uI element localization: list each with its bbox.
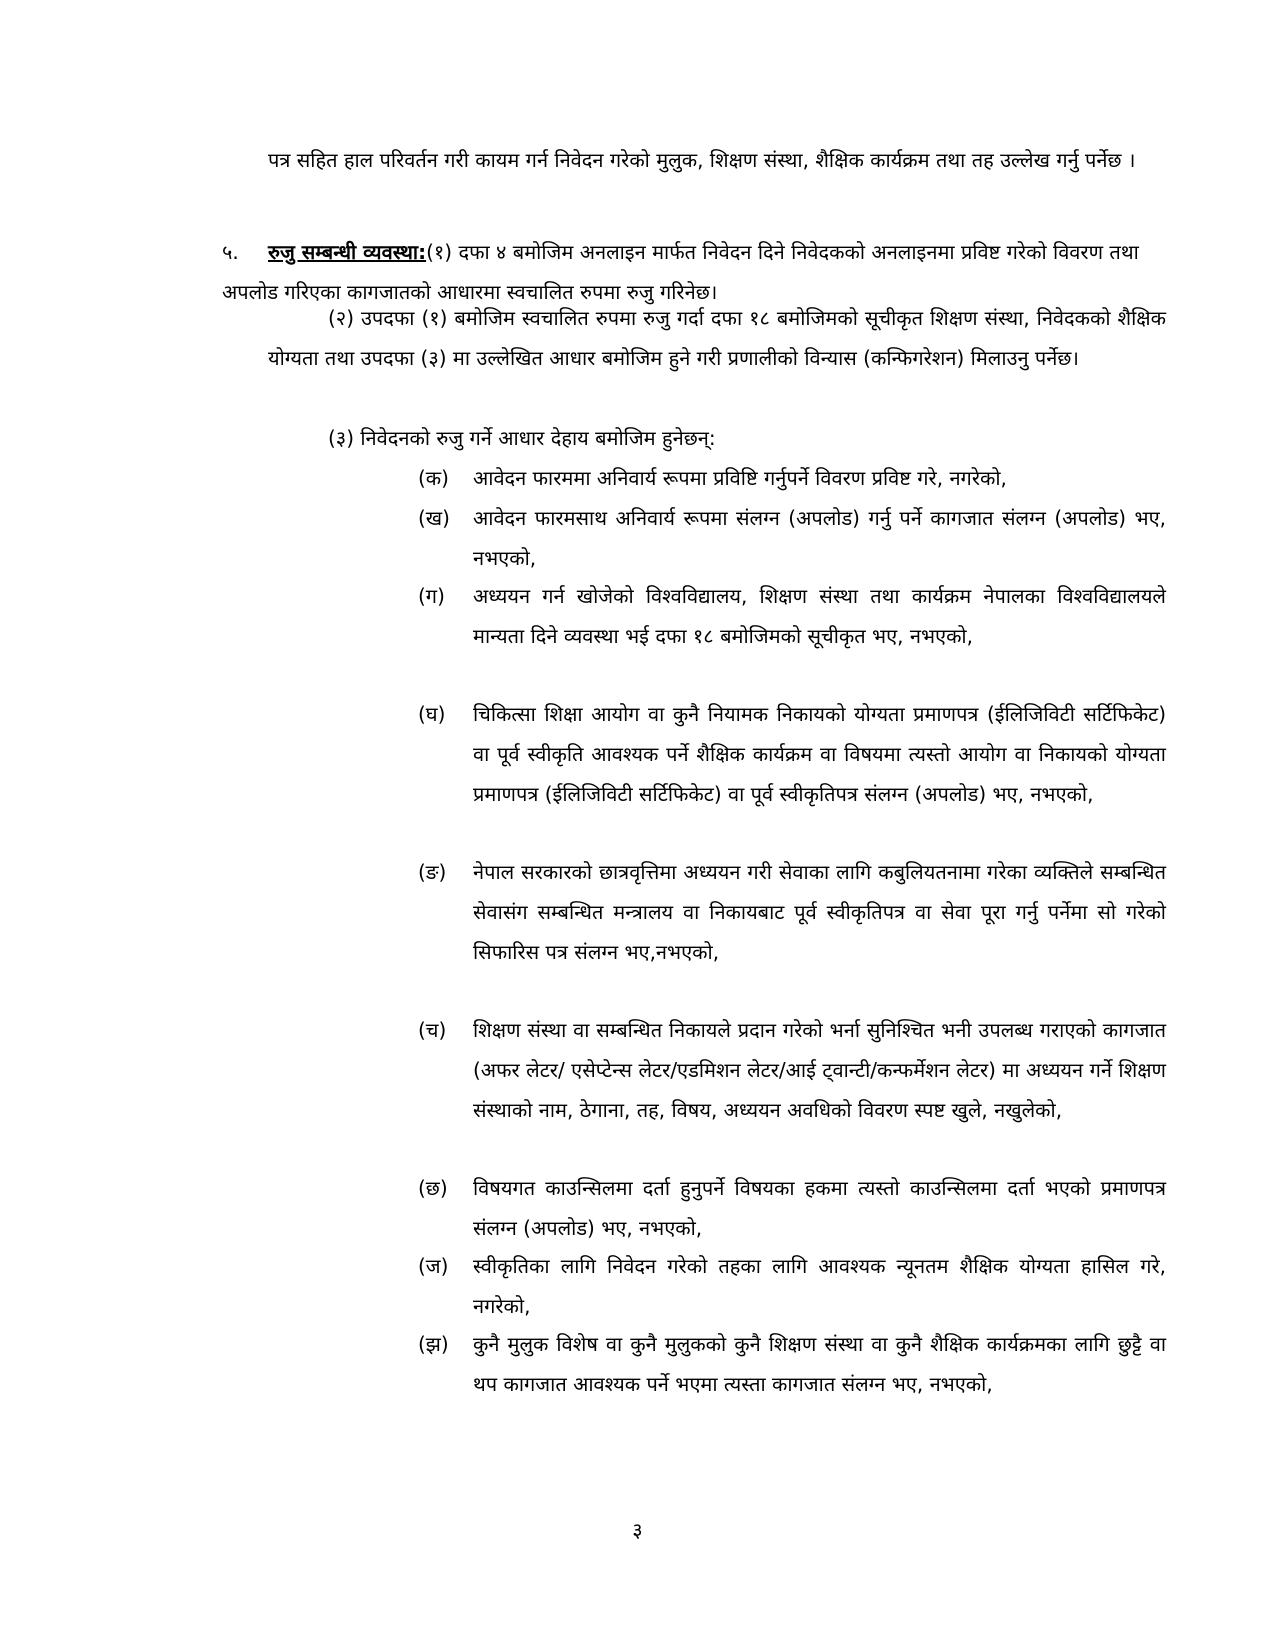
criteria-item-ga — [418, 576, 1166, 656]
criteria-item-chha — [418, 1168, 1166, 1248]
criteria-label: (ख) — [418, 506, 450, 530]
subsection-2: (२) उपदफा (१) बमोजिम स्वचालित रुपमा रुजु गर्दा दफा १८ बमोजिमको सूचीकृत शिक्षण संस्था, निवेदकको शैक्षिक योग्यता तथा उपदफा (३) मा उल्लेखित आधार बमोजिम हुने गरी प्रणालीको विन्यास (कन्फिगरेशन) मिलाउनु पर्नेछ। — [268, 306, 1166, 370]
page-number: ३ — [632, 1518, 643, 1542]
criteria-item-kha — [418, 498, 1166, 578]
criteria-text: शिक्षण संस्था वा सम्बन्धित निकायले प्रदान गरेको भर्ना सुनिश्चित भनी उपलब्ध गराएको कागजात (अफर लेटर/ एसेप्टेन्स लेटर/एडमिशन लेटर/आई ट्वान्टी/कन्फर्मेशन लेटर) मा अध्ययन गर्ने शिक्षण संस्थाको नाम, ठेगाना, तह, विषय, अध्ययन अवधिको विवरण स्पष्ट खुले, नखुलेको, — [473, 1018, 1166, 1122]
criteria-text: आवेदन फारमसाथ अनिवार्य रूपमा संलग्न (अपलोड) गर्नु पर्ने कागजात संलग्न (अपलोड) भए, नभएको, — [473, 506, 1166, 570]
top-paragraph: पत्र सहित हाल परिवर्तन गरी कायम गर्न निवेदन गरेको मुलुक, शिक्षण संस्था, शैक्षिक कार्यक्रम तथा तह उल्लेख गर्नु पर्नेछ । — [268, 148, 1136, 172]
criteria-label: (घ) — [418, 702, 446, 726]
criteria-text: विषयगत काउन्सिलमा दर्ता हुनुपर्ने विषयका हकमा त्यस्तो काउन्सिलमा दर्ता भएको प्रमाणपत्र संलग्न (अपलोड) भए, नभएको, — [473, 1176, 1166, 1240]
criteria-text: नेपाल सरकारको छात्रवृत्तिमा अध्ययन गरी सेवाका लागि कबुलियतनामा गरेका व्यक्तिले सम्बन्धित सेवासंग सम्बन्धित मन्त्रालय वा निकायबाट पूर्व स्वीकृतिपत्र वा सेवा पूरा गर्नु पर्नेमा सो गरेको सिफारिस पत्र संलग्न भए,नभएको, — [473, 860, 1166, 964]
criteria-item-ja — [418, 1246, 1166, 1326]
subsection-3: (३) निवेदनको रुजु गर्ने आधार देहाय बमोजिम हुनेछन्: — [328, 426, 716, 450]
criteria-label: (ज) — [418, 1254, 449, 1278]
section-title: रुजु सम्बन्धी व्यवस्था: — [268, 240, 427, 264]
criteria-text: स्वीकृतिका लागि निवेदन गरेको तहका लागि आवश्यक न्यूनतम शैक्षिक योग्यता हासिल गरे, नगरेको, — [473, 1254, 1166, 1318]
criteria-item-nga — [418, 852, 1166, 972]
criteria-label: (च) — [418, 1018, 447, 1042]
criteria-item-ka — [418, 458, 1166, 498]
criteria-item-gha — [418, 694, 1166, 814]
criteria-label: (क) — [418, 466, 449, 490]
section-number: ५. — [222, 240, 239, 264]
criteria-text: कुनै मुलुक विशेष वा कुनै मुलुकको कुनै शिक्षण संस्था वा कुनै शैक्षिक कार्यक्रमका लागि छुट्टै वा थप कागजात आवश्यक पर्ने भएमा त्यस्ता कागजात संलग्न भए, नभएको, — [473, 1332, 1166, 1396]
criteria-text: अध्ययन गर्न खोजेको विश्वविद्यालय, शिक्षण संस्था तथा कार्यक्रम नेपालका विश्वविद्यालयले मान्यता दिने व्यवस्था भई दफा १८ बमोजिमको सूचीकृत भए, नभएको, — [473, 584, 1166, 648]
criteria-text: चिकित्सा शिक्षा आयोग वा कुनै नियामक निकायको योग्यता प्रमाणपत्र (ईलिजिविटी सर्टिफिकेट) वा पूर्व स्वीकृति आवश्यक पर्ने शैक्षिक कार्यक्रम वा विषयमा त्यस्तो आयोग वा निकायको योग्यता प्रमाणपत्र (ईलिजिविटी सर्टिफिकेट) वा पूर्व स्वीकृतिपत्र संलग्न (अपलोड) भए, नभएको, — [473, 702, 1166, 806]
criteria-item-jha — [418, 1324, 1166, 1404]
subsection-1-text: (१) दफा ४ बमोजिम अनलाइन मार्फत निवेदन दिने निवेदकको अनलाइनमा प्रविष्ट गरेको विवरण तथा अपलोड गरिएका कागजातको आधारमा स्वचालित रुपमा रुजु गरिनेछ। — [222, 240, 1139, 304]
criteria-label: (ङ) — [418, 860, 447, 884]
criteria-label: (ग) — [418, 584, 445, 608]
criteria-label: (छ) — [418, 1176, 448, 1200]
criteria-text: आवेदन फारममा अनिवार्य रूपमा प्रविष्टि गर्नुपर्ने विवरण प्रविष्ट गरे, नगरेको, — [473, 466, 1007, 490]
criteria-label: (झ) — [418, 1332, 449, 1356]
criteria-item-cha — [418, 1010, 1166, 1130]
